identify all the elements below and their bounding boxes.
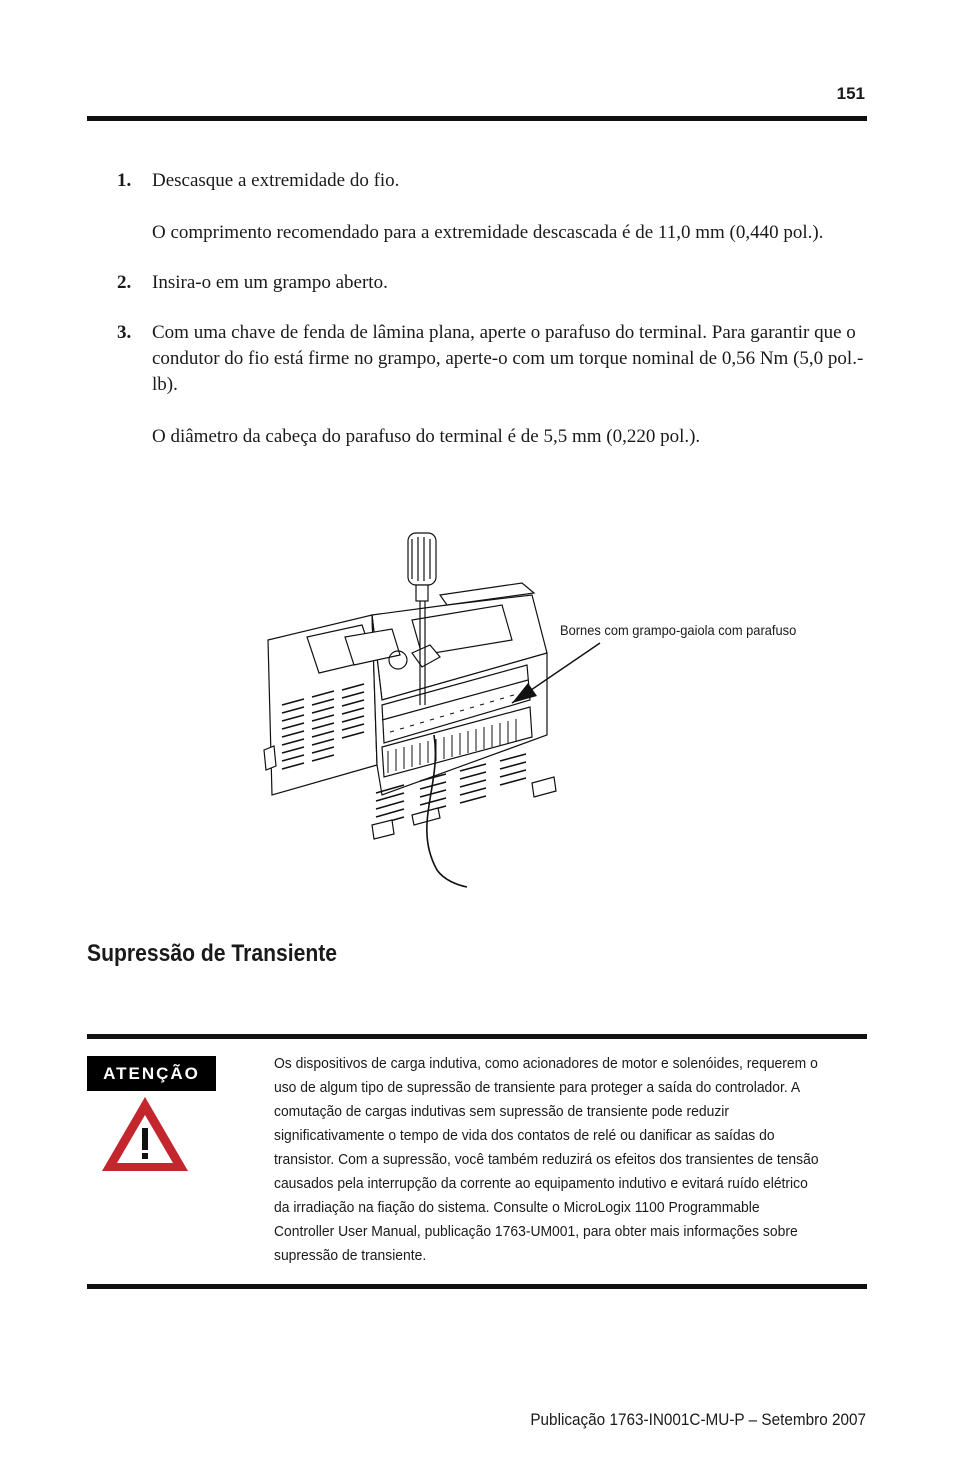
section-title: Supressão de Transiente — [87, 940, 338, 967]
step-1 — [117, 168, 867, 246]
step-number: 3. — [117, 322, 132, 343]
attention-top-rule — [87, 1034, 867, 1039]
attention-bottom-rule — [87, 1284, 867, 1289]
step-text: Descasque a extremidade do fio. — [152, 170, 400, 191]
header-rule — [87, 116, 867, 121]
attention-message: Os dispositivos de carga indutiva, como acionadores de motor e solenóides, requerem o uso de algum tipo de supressão de transiente para proteger a saída do controlador. A comutação de cargas indutivas sem supressão de transiente pode reduzir significativamente o tempo de vida dos contatos de relé ou danificar as saídas do transistor. Com a supressão, você também reduzirá os efeitos dos transientes de tensão causados pela interrupção da corrente ao equipamento indutivo e evitará ruído elétrico da irradiação na fiação do sistema. Consulte o MicroLogix 1100 Programmable Controller User Manual, publicação 1763-UM001, para obter mais informações sobre supressão de transiente. — [274, 1055, 819, 1264]
page-number: 151 — [836, 84, 865, 103]
step-note: O comprimento recomendado para a extremidade descascada é de 11,0 mm (0,440 pol.). — [152, 222, 824, 243]
step-number: 2. — [117, 272, 132, 293]
warning-triangle-icon — [100, 1095, 190, 1173]
step-3 — [117, 320, 867, 450]
publication-footer: Publicação 1763-IN001C-MU-P – Setembro 2007 — [530, 1410, 866, 1429]
step-text: Insira-o em um grampo aberto. — [152, 272, 388, 293]
figure-callout-label: Bornes com grampo-gaiola com parafuso — [560, 622, 797, 638]
step-text: Com uma chave de fenda de lâmina plana, aperte o parafuso do terminal. Para garantir que o condutor do fio está firme no grampo, aperte-o com um torque nominal de 0,56 Nm (5,0 pol.-lb). — [152, 322, 864, 395]
step-2 — [117, 270, 867, 296]
step-note: O diâmetro da cabeça do parafuso do terminal é de 5,5 mm (0,220 pol.). — [152, 426, 701, 447]
attention-badge: ATENÇÃO — [87, 1056, 216, 1091]
wiring-steps — [117, 168, 867, 474]
controller-wiring-illustration — [262, 525, 862, 895]
step-number: 1. — [117, 170, 132, 191]
